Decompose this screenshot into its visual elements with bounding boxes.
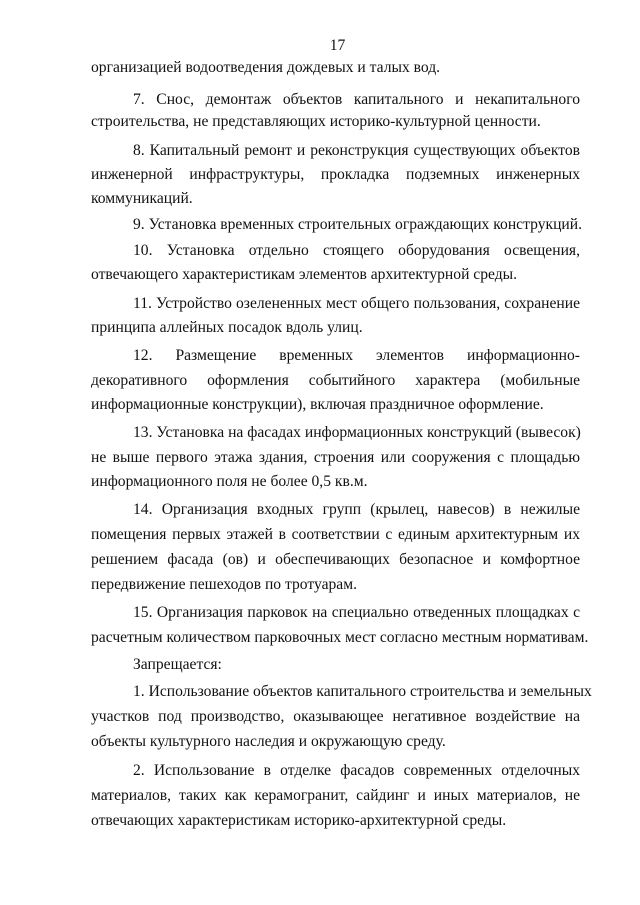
text-line: 13. Установка на фасадах информационных конструкций (вывесок) (133, 424, 581, 441)
text-line: материалов, таких как керамогранит, сайдинг и иных материалов, не (91, 787, 580, 804)
text-line: 2. Использование в отделке фасадов современных отделочных (133, 762, 580, 779)
text-line: строительства, не представляющих историко-культурной ценности. (91, 113, 541, 130)
text-line: 1. Использование объектов капитального строительства и земельных (133, 683, 592, 700)
text-line: не выше первого этажа здания, строения или сооружения с площадью (91, 449, 580, 466)
text-line: объекты культурного наследия и окружающую среду. (91, 733, 446, 750)
text-line: отвечающего характеристикам элементов архитектурной среды. (91, 266, 518, 283)
text-line: информационного поля не более 0,5 кв.м. (91, 473, 368, 490)
text-line: декоративного оформления событийного характера (мобильные (91, 372, 580, 389)
text-line: 10. Установка отдельно стоящего оборудования освещения, (133, 242, 580, 259)
text-line: 12. Размещение временных элементов информационно- (133, 347, 580, 364)
text-line: инженерной инфраструктуры, прокладка подземных инженерных (91, 166, 580, 183)
text-line: 7. Снос, демонтаж объектов капитального и некапитального (133, 91, 580, 108)
text-line: коммуникаций. (91, 190, 193, 207)
text-line: решением фасада (ов) и обеспечивающих безопасное и комфортное (91, 551, 580, 568)
text-line: информационные конструкции), включая праздничное оформление. (91, 396, 544, 413)
text-line: 11. Устройство озелененных мест общего пользования, сохранение (133, 295, 580, 312)
text-line: передвижение пешеходов по тротуарам. (91, 576, 357, 593)
text-line: 8. Капитальный ремонт и реконструкция существующих объектов (133, 142, 580, 159)
text-line: 14. Организация входных групп (крылец, навесов) в нежилые (133, 501, 580, 518)
text-line: Запрещается: (133, 656, 222, 673)
text-line: отвечающих характеристикам историко-архитектурной среды. (91, 812, 507, 829)
text-line: помещения первых этажей в соответствии с единым архитектурным их (91, 526, 580, 543)
text-line: 15. Организация парковок на специально отведенных площадках с (133, 604, 580, 621)
page-number: 17 (329, 37, 346, 54)
text-line: принципа аллейных посадок вдоль улиц. (91, 319, 363, 336)
text-line: участков под производство, оказывающее негативное воздействие на (91, 708, 580, 725)
text-line: расчетным количеством парковочных мест согласно местным нормативам. (91, 629, 589, 646)
text-line: 9. Установка временных строительных ограждающих конструкций. (133, 216, 583, 233)
text-line: организацией водоотведения дождевых и талых вод. (91, 59, 441, 76)
